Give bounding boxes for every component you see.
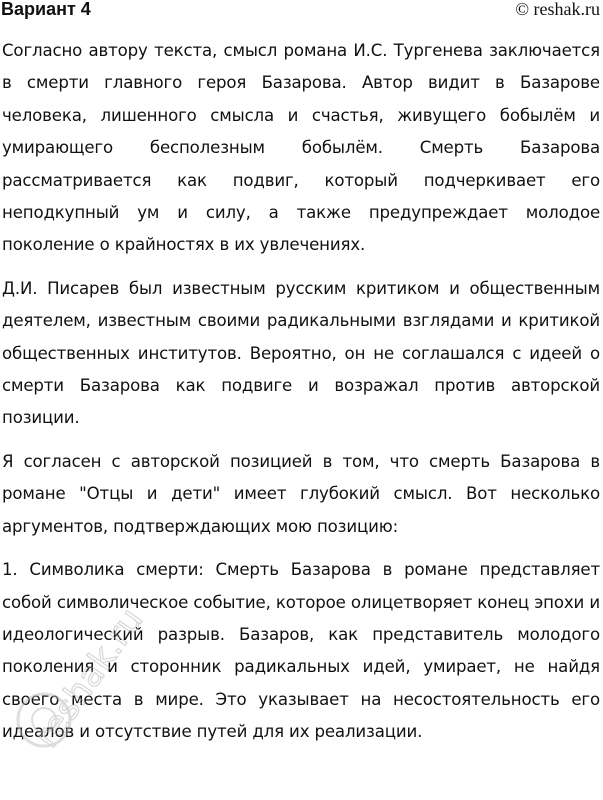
variant-title: Вариант 4 bbox=[1, 0, 91, 19]
paragraph-pisarev: Д.И. Писарев был известным русским критиком и общественным деятелем, известным своими радикальными взглядами и критикой общественных институтов. Вероятно, он не соглашался с идеей о смерти Базарова как подвиге и возражал против авторской позиции. bbox=[2, 278, 600, 428]
watermark-text: reshak.ru bbox=[26, 600, 152, 756]
paragraph-argument-1: 1. Символика смерти: Смерть Базарова в романе представляет собой символическое событие, которое олицетворяет конец эпохи и идеологический разрыв. Базаров, как представитель молодого поколения и сторонник радикальных идей, умирает, не найдя своего места в мире. Это указывает на несостоятельность его идеалов и отсутствие путей для их реализации. bbox=[2, 560, 600, 742]
site-copyright: © reshak.ru bbox=[515, 0, 600, 19]
answer-text bbox=[2, 35, 600, 760]
page-header bbox=[0, 0, 603, 22]
paragraph-own-position: Я согласен с авторской позицией в том, что смерть Базарова в романе "Отцы и дети" имеет глубокий смысл. Вот несколько аргументов, подтверждающих мою позицию: bbox=[2, 451, 600, 536]
paragraph-author-position: Согласно автору текста, смысл романа И.С. Тургенева заключается в смерти главного героя Базарова. Автор видит в Базарове человека, лишенного смысла и счастья, живущего бобылём и умирающего бесполезным бобылём. Смерть Базарова рассматривается как подвиг, который подчеркивает его неподкупный ум и силу, а также предупреждает молодое поколение о крайностях в их увлечениях. bbox=[2, 41, 600, 255]
